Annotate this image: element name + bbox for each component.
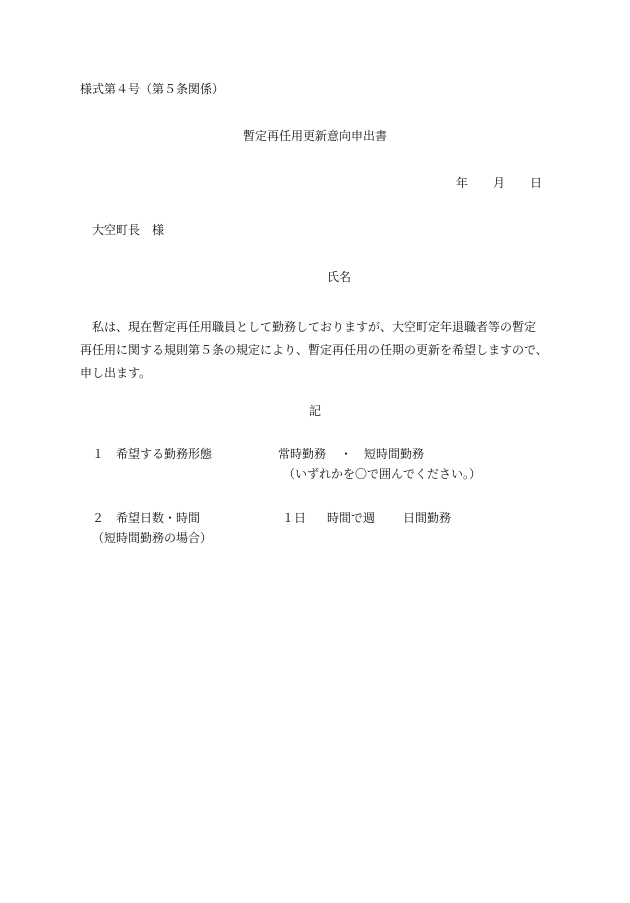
body-line-2: 再任用に関する規則第５条の規定により、暫定再任用の任期の更新を希望しますので、 (80, 343, 548, 357)
option-part-time: 短時間勤務 (364, 447, 425, 461)
date-year-label: 年 (456, 176, 469, 190)
days-work-label: 日間勤務 (403, 511, 452, 525)
option-full-time: 常時勤務 (278, 447, 327, 461)
body-line-1: 私は、現在暫定再任用職員として勤務しておりますが、大空町定年退職者等の暫定 (92, 320, 537, 334)
body-paragraph (80, 316, 558, 385)
addressee: 大空町長 様 (92, 223, 165, 237)
form-number: 様式第４号（第５条関係） (80, 82, 225, 96)
per-day-label: １日 (282, 511, 307, 525)
item-1-note: （いずれかを〇で囲んでください。） (283, 467, 482, 481)
date-month-label: 月 (493, 176, 506, 190)
document-title: 暫定再任用更新意向申出書 (242, 129, 387, 143)
hours-per-week-label: 時間で週 (327, 511, 376, 525)
item-1-label: 希望する勤務形態 (116, 447, 213, 461)
ki-heading: 記 (309, 404, 322, 418)
date-day-label: 日 (530, 176, 543, 190)
item-2-number: ２ (92, 511, 105, 525)
item-2-note: （短時間勤務の場合） (92, 531, 213, 545)
body-line-3: 申し出ます。 (80, 366, 152, 380)
option-separator: ・ (340, 447, 353, 461)
applicant-name-label: 氏名 (327, 270, 352, 284)
item-2-label: 希望日数・時間 (116, 511, 201, 525)
item-1-number: １ (92, 447, 105, 461)
